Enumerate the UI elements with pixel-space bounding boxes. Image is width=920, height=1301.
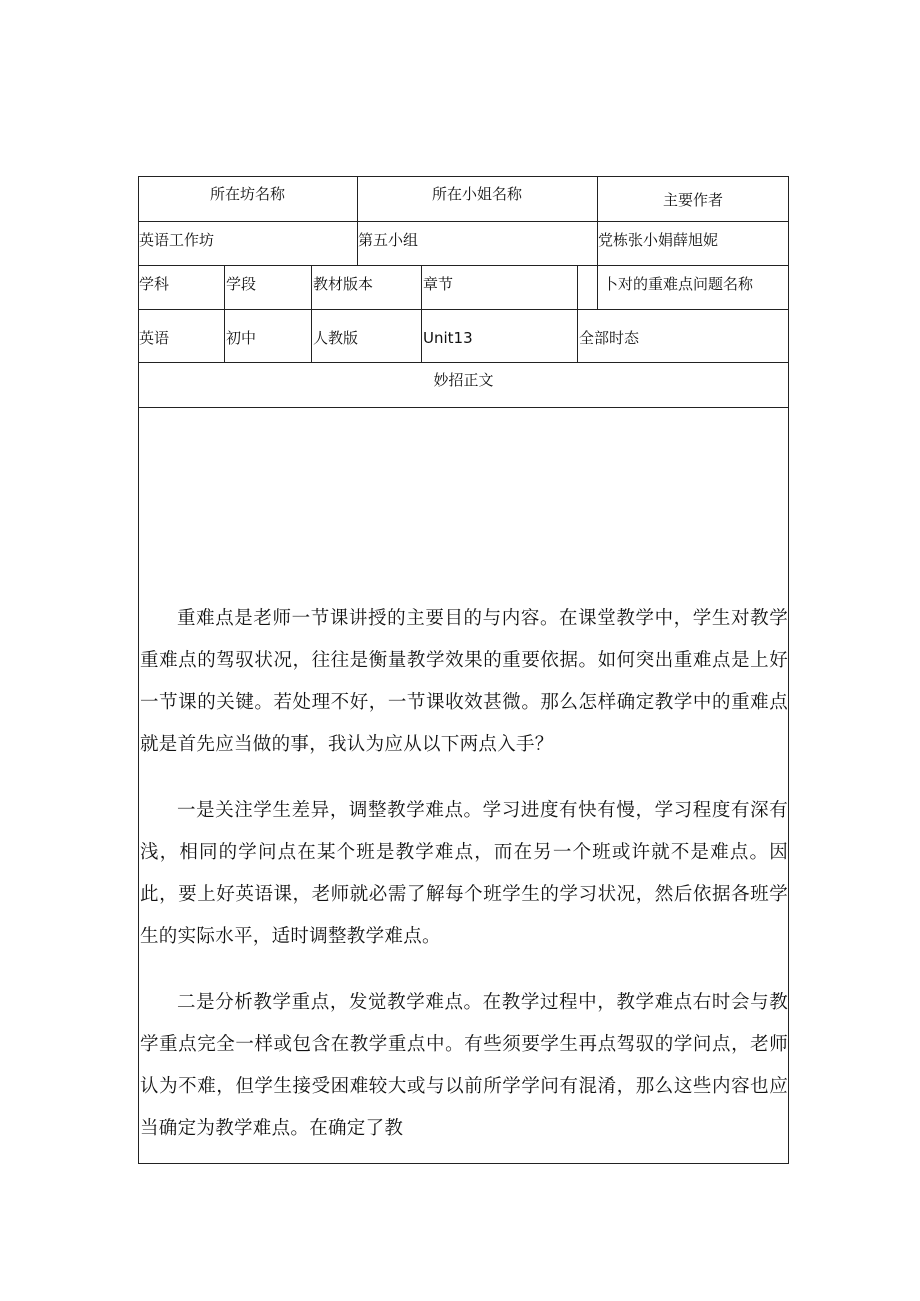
col-divider <box>597 265 598 309</box>
col-divider <box>311 265 312 362</box>
group-label: 所在小姐名称 <box>431 185 522 203</box>
row-divider <box>138 362 789 363</box>
chapter-label: 章节 <box>423 275 454 293</box>
stage-value: 初中 <box>226 329 257 347</box>
subject-label: 学科 <box>139 275 170 293</box>
edition-label: 教材版本 <box>313 275 374 293</box>
section-title: 妙招正文 <box>433 371 494 389</box>
row-divider <box>138 221 789 222</box>
group-value: 第五小组 <box>358 231 419 249</box>
problem-value: 全部时态 <box>579 329 640 347</box>
body-paragraph: 二是分析教学重点，发觉教学难点。在教学过程中，教学难点右时会与教学重点完全一样或包含在教学重点中。有些须要学生再点驾驭的学问点，老师认为不难，但学生接受困难较大或与以前所学学问有混淆，那么这些内容也应当确定为教学难点。在确定了教 <box>140 992 788 1139</box>
workshop-value: 英语工作坊 <box>139 231 215 249</box>
row-divider <box>138 309 789 310</box>
edition-value: 人教版 <box>313 329 359 347</box>
stage-label: 学段 <box>226 275 257 293</box>
row-divider <box>138 407 789 408</box>
row-divider <box>138 265 789 266</box>
subject-value: 英语 <box>139 329 170 347</box>
col-divider <box>577 265 578 362</box>
chapter-value: Unit13 <box>423 329 473 347</box>
body-paragraph: 重难点是老师一节课讲授的主要目的与内容。在课堂教学中，学生对教学重难点的驾驭状况，往往是衡量教学效果的重要依据。如何突出重难点是上好一节课的关键。若处理不好，一节课收效甚微。那么怎样确定教学中的重难点就是首先应当做的事，我认为应从以下两点入手？ <box>140 608 788 755</box>
body-paragraph: 一是关注学生差异，调整教学难点。学习进度有快有慢，学习程度有深有浅，相同的学问点在某个班是教学难点，而在另一个班或许就不是难点。因此，要上好英语课，老师就必需了解每个班学生的学习状况，然后依据各班学生的实际水平，适时调整教学难点。 <box>140 800 788 947</box>
workshop-label: 所在坊名称 <box>209 185 285 203</box>
col-divider <box>224 265 225 362</box>
problem-label: 卜对的重难点问题名称 <box>603 275 754 293</box>
author-label: 主要作者 <box>662 191 723 209</box>
authors-value: 党栋张小娟薛旭妮 <box>598 231 719 249</box>
col-divider <box>421 265 422 362</box>
